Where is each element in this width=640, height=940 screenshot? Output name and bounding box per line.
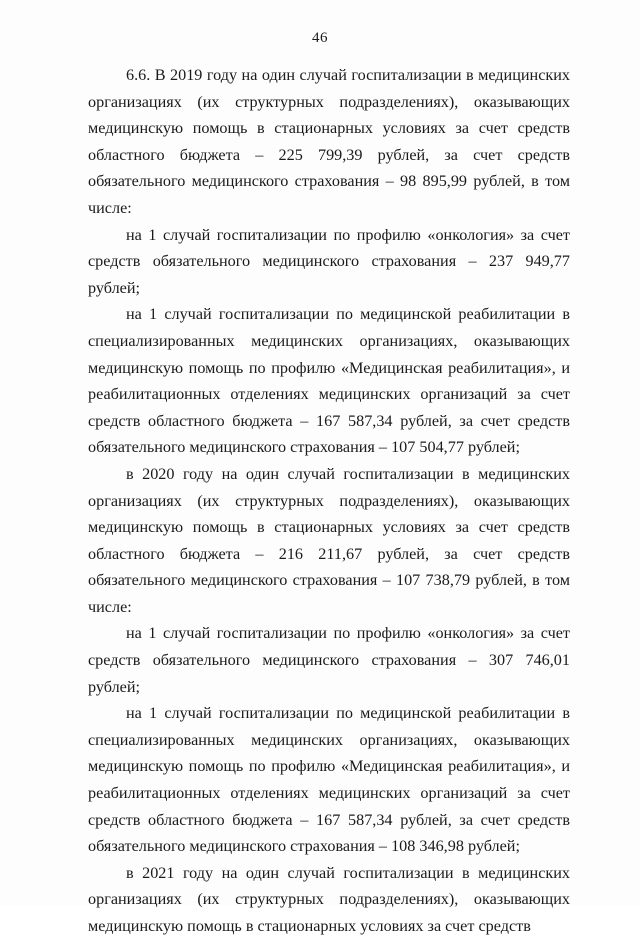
paragraph-2019-general: 6.6. В 2019 году на один случай госпитализации в медицинских организациях (их структурных подразделениях), оказывающих медицинскую помощь в стационарных условиях за счет средств областного бюджета – 225 799,39 рублей, за счет средств обязательного медицинского страхования – 98 895,99 рублей, в том числе: bbox=[88, 66, 570, 217]
page-number: 46 bbox=[312, 30, 328, 46]
document-body bbox=[88, 62, 570, 940]
paragraph-2020-general: в 2020 году на один случай госпитализации в медицинских организациях (их структурных подразделениях), оказывающих медицинскую помощь в стационарных условиях за счет средств областного бюджета – 216 211,67 рублей, за счет средств обязательного медицинского страхования – 107 738,79 рублей, в том числе: bbox=[88, 464, 570, 616]
paragraph-2019-oncology: на 1 случай госпитализации по профилю «онкология» за счет средств обязательного медицинского страхования – 237 949,77 рублей; bbox=[88, 225, 570, 297]
paragraph-2021-general: в 2021 году на один случай госпитализации в медицинских организациях (их структурных подразделениях), оказывающих медицинскую помощь в стационарных условиях за счет средств bbox=[88, 863, 570, 935]
paragraph-2019-rehabilitation: на 1 случай госпитализации по медицинской реабилитации в специализированных медицинских организациях, оказывающих медицинскую помощь по профилю «Медицинская реабилитация», и реабилитационных отделениях медицинских организаций за счет средств областного бюджета – 167 587,34 рублей, за счет средств обязательного медицинского страхования – 107 504,77 рублей; bbox=[88, 305, 570, 457]
paragraph-2020-oncology: на 1 случай госпитализации по профилю «онкология» за счет средств обязательного медицинского страхования – 307 746,01 рублей; bbox=[88, 624, 570, 696]
paragraph-2020-rehabilitation: на 1 случай госпитализации по медицинской реабилитации в специализированных медицинских организациях, оказывающих медицинскую помощь по профилю «Медицинская реабилитация», и реабилитационных отделениях медицинских организаций за счет средств областного бюджета – 167 587,34 рублей, за счет средств обязательного медицинского страхования – 108 346,98 рублей; bbox=[88, 704, 570, 856]
